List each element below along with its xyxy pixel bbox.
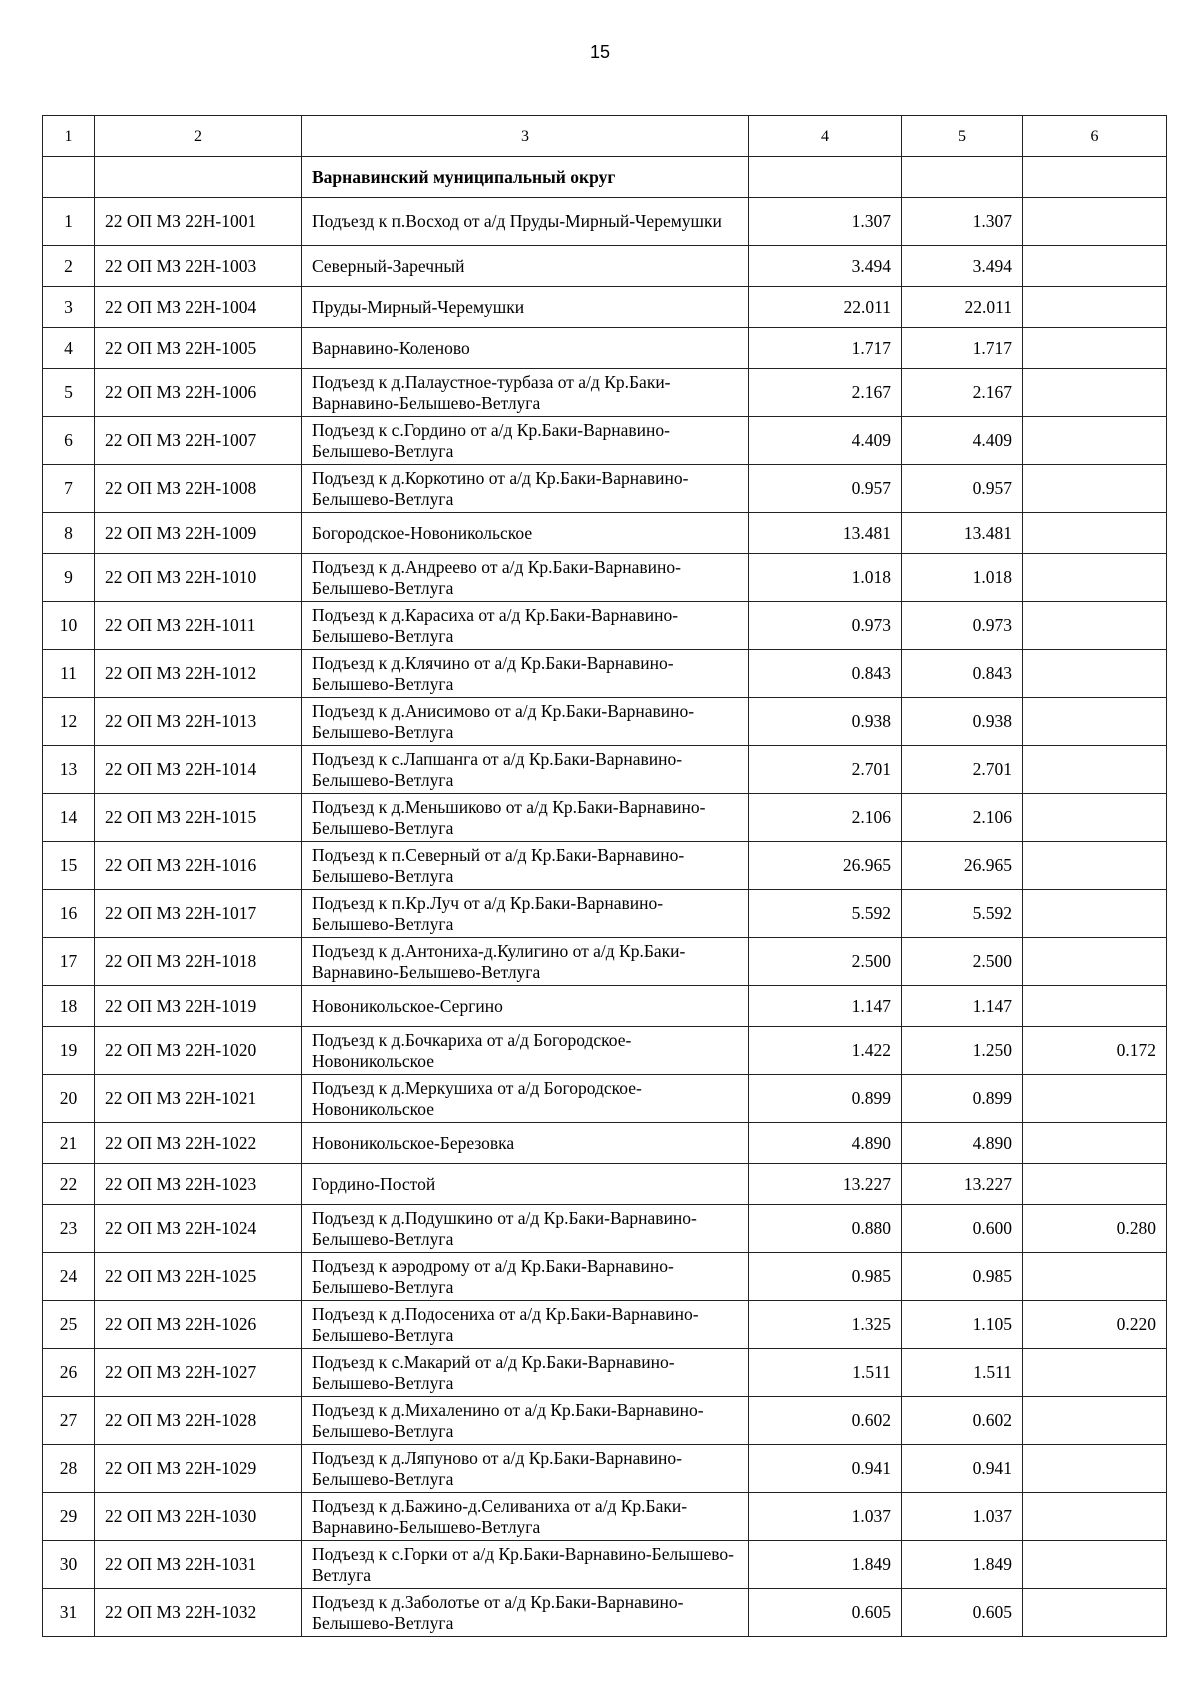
row-number: 11 bbox=[43, 650, 95, 698]
length-total: 2.167 bbox=[749, 369, 902, 417]
page-number: 15 bbox=[589, 42, 611, 62]
empty-cell bbox=[43, 157, 95, 198]
length-col6 bbox=[1023, 938, 1167, 986]
row-number: 5 bbox=[43, 369, 95, 417]
length-total: 1.018 bbox=[749, 554, 902, 602]
road-name: Подъезд к д.Антониха-д.Кулигино от а/д Кр.Баки-Варнавино-Белышево-Ветлуга bbox=[302, 938, 749, 986]
table-row bbox=[43, 986, 1167, 1027]
length-total: 0.843 bbox=[749, 650, 902, 698]
road-name: Северный-Заречный bbox=[302, 246, 749, 287]
length-col6 bbox=[1023, 1397, 1167, 1445]
length-col6 bbox=[1023, 890, 1167, 938]
length-total: 1.849 bbox=[749, 1541, 902, 1589]
roads-table bbox=[42, 115, 1167, 1637]
table-row bbox=[43, 602, 1167, 650]
length-total: 22.011 bbox=[749, 287, 902, 328]
row-number: 9 bbox=[43, 554, 95, 602]
road-code: 22 ОП МЗ 22Н-1018 bbox=[95, 938, 302, 986]
length-col5: 2.701 bbox=[902, 746, 1023, 794]
table-row bbox=[43, 1397, 1167, 1445]
length-col6 bbox=[1023, 465, 1167, 513]
column-number-row bbox=[43, 116, 1167, 157]
length-col5: 0.957 bbox=[902, 465, 1023, 513]
empty-cell bbox=[1023, 157, 1167, 198]
length-col6 bbox=[1023, 1349, 1167, 1397]
road-name: Пруды-Мирный-Черемушки bbox=[302, 287, 749, 328]
length-col5: 13.227 bbox=[902, 1164, 1023, 1205]
road-code: 22 ОП МЗ 22Н-1012 bbox=[95, 650, 302, 698]
length-total: 0.957 bbox=[749, 465, 902, 513]
table-row bbox=[43, 698, 1167, 746]
road-name: Подъезд к д.Заболотье от а/д Кр.Баки-Варнавино-Белышево-Ветлуга bbox=[302, 1589, 749, 1637]
length-col6 bbox=[1023, 698, 1167, 746]
length-total: 4.409 bbox=[749, 417, 902, 465]
road-code: 22 ОП МЗ 22Н-1017 bbox=[95, 890, 302, 938]
table-row bbox=[43, 1493, 1167, 1541]
road-code: 22 ОП МЗ 22Н-1009 bbox=[95, 513, 302, 554]
length-col6 bbox=[1023, 417, 1167, 465]
row-number: 31 bbox=[43, 1589, 95, 1637]
road-name: Подъезд к д.Бочкариха от а/д Богородское-Новоникольское bbox=[302, 1027, 749, 1075]
road-code: 22 ОП МЗ 22Н-1029 bbox=[95, 1445, 302, 1493]
table-row bbox=[43, 1541, 1167, 1589]
table-row bbox=[43, 465, 1167, 513]
road-name: Подъезд к д.Анисимово от а/д Кр.Баки-Варнавино-Белышево-Ветлуга bbox=[302, 698, 749, 746]
length-total: 4.890 bbox=[749, 1123, 902, 1164]
length-col6 bbox=[1023, 1541, 1167, 1589]
length-col6 bbox=[1023, 369, 1167, 417]
table-row bbox=[43, 328, 1167, 369]
road-name: Подъезд к д.Меньшиково от а/д Кр.Баки-Варнавино-Белышево-Ветлуга bbox=[302, 794, 749, 842]
row-number: 19 bbox=[43, 1027, 95, 1075]
row-number: 10 bbox=[43, 602, 95, 650]
road-name: Подъезд к с.Горки от а/д Кр.Баки-Варнавино-Белышево-Ветлуга bbox=[302, 1541, 749, 1589]
road-code: 22 ОП МЗ 22Н-1008 bbox=[95, 465, 302, 513]
length-col5: 3.494 bbox=[902, 246, 1023, 287]
length-col6 bbox=[1023, 513, 1167, 554]
row-number: 3 bbox=[43, 287, 95, 328]
road-name: Подъезд к д.Михаленино от а/д Кр.Баки-Варнавино-Белышево-Ветлуга bbox=[302, 1397, 749, 1445]
row-number: 6 bbox=[43, 417, 95, 465]
table-row bbox=[43, 513, 1167, 554]
length-col5: 1.037 bbox=[902, 1493, 1023, 1541]
length-col5: 0.899 bbox=[902, 1075, 1023, 1123]
length-col6 bbox=[1023, 986, 1167, 1027]
row-number: 16 bbox=[43, 890, 95, 938]
road-code: 22 ОП МЗ 22Н-1010 bbox=[95, 554, 302, 602]
length-col5: 0.605 bbox=[902, 1589, 1023, 1637]
length-col6 bbox=[1023, 287, 1167, 328]
road-name: Подъезд к д.Меркушиха от а/д Богородское-Новоникольское bbox=[302, 1075, 749, 1123]
section-row bbox=[43, 157, 1167, 198]
length-col6 bbox=[1023, 746, 1167, 794]
table-row bbox=[43, 1164, 1167, 1205]
row-number: 15 bbox=[43, 842, 95, 890]
length-col5: 26.965 bbox=[902, 842, 1023, 890]
table-row bbox=[43, 1301, 1167, 1349]
road-code: 22 ОП МЗ 22Н-1006 bbox=[95, 369, 302, 417]
length-col5: 2.167 bbox=[902, 369, 1023, 417]
road-code: 22 ОП МЗ 22Н-1020 bbox=[95, 1027, 302, 1075]
row-number: 24 bbox=[43, 1253, 95, 1301]
length-total: 1.147 bbox=[749, 986, 902, 1027]
row-number: 13 bbox=[43, 746, 95, 794]
road-code: 22 ОП МЗ 22Н-1005 bbox=[95, 328, 302, 369]
length-total: 26.965 bbox=[749, 842, 902, 890]
section-title: Варнавинский муниципальный округ bbox=[302, 157, 749, 198]
road-name: Подъезд к п.Кр.Луч от а/д Кр.Баки-Варнавино-Белышево-Ветлуга bbox=[302, 890, 749, 938]
table-row bbox=[43, 794, 1167, 842]
column-number: 4 bbox=[749, 116, 902, 157]
length-total: 0.941 bbox=[749, 1445, 902, 1493]
length-col6 bbox=[1023, 1493, 1167, 1541]
table-row bbox=[43, 650, 1167, 698]
column-number: 2 bbox=[95, 116, 302, 157]
length-col5: 1.250 bbox=[902, 1027, 1023, 1075]
length-total: 13.481 bbox=[749, 513, 902, 554]
length-col5: 0.941 bbox=[902, 1445, 1023, 1493]
road-name: Подъезд к д.Бажино-д.Селиваниха от а/д Кр.Баки-Варнавино-Белышево-Ветлуга bbox=[302, 1493, 749, 1541]
length-col6 bbox=[1023, 198, 1167, 246]
road-code: 22 ОП МЗ 22Н-1007 bbox=[95, 417, 302, 465]
table-row bbox=[43, 890, 1167, 938]
length-col5: 1.147 bbox=[902, 986, 1023, 1027]
row-number: 4 bbox=[43, 328, 95, 369]
length-col5: 22.011 bbox=[902, 287, 1023, 328]
road-code: 22 ОП МЗ 22Н-1028 bbox=[95, 1397, 302, 1445]
table-row bbox=[43, 198, 1167, 246]
row-number: 8 bbox=[43, 513, 95, 554]
table-row bbox=[43, 417, 1167, 465]
length-col6 bbox=[1023, 602, 1167, 650]
length-col5: 1.717 bbox=[902, 328, 1023, 369]
column-number: 3 bbox=[302, 116, 749, 157]
length-col6 bbox=[1023, 246, 1167, 287]
length-total: 0.985 bbox=[749, 1253, 902, 1301]
length-total: 2.500 bbox=[749, 938, 902, 986]
road-name: Подъезд к д.Андреево от а/д Кр.Баки-Варнавино-Белышево-Ветлуга bbox=[302, 554, 749, 602]
road-code: 22 ОП МЗ 22Н-1003 bbox=[95, 246, 302, 287]
length-col6 bbox=[1023, 1253, 1167, 1301]
length-total: 2.106 bbox=[749, 794, 902, 842]
length-total: 3.494 bbox=[749, 246, 902, 287]
length-col5: 1.849 bbox=[902, 1541, 1023, 1589]
road-name: Подъезд к д.Коркотино от а/д Кр.Баки-Варнавино-Белышево-Ветлуга bbox=[302, 465, 749, 513]
row-number: 26 bbox=[43, 1349, 95, 1397]
length-total: 0.602 bbox=[749, 1397, 902, 1445]
road-name: Подъезд к с.Макарий от а/д Кр.Баки-Варнавино-Белышево-Ветлуга bbox=[302, 1349, 749, 1397]
length-total: 0.899 bbox=[749, 1075, 902, 1123]
table-row bbox=[43, 842, 1167, 890]
table-row bbox=[43, 1589, 1167, 1637]
length-col5: 4.890 bbox=[902, 1123, 1023, 1164]
length-col6 bbox=[1023, 1075, 1167, 1123]
length-col5: 2.500 bbox=[902, 938, 1023, 986]
row-number: 18 bbox=[43, 986, 95, 1027]
road-name: Подъезд к аэродрому от а/д Кр.Баки-Варнавино-Белышево-Ветлуга bbox=[302, 1253, 749, 1301]
column-number: 1 bbox=[43, 116, 95, 157]
length-total: 1.037 bbox=[749, 1493, 902, 1541]
road-name: Подъезд к д.Ляпуново от а/д Кр.Баки-Варнавино-Белышево-Ветлуга bbox=[302, 1445, 749, 1493]
length-col5: 1.307 bbox=[902, 198, 1023, 246]
length-total: 13.227 bbox=[749, 1164, 902, 1205]
road-code: 22 ОП МЗ 22Н-1026 bbox=[95, 1301, 302, 1349]
length-total: 0.973 bbox=[749, 602, 902, 650]
road-code: 22 ОП МЗ 22Н-1030 bbox=[95, 1493, 302, 1541]
road-code: 22 ОП МЗ 22Н-1023 bbox=[95, 1164, 302, 1205]
length-col6 bbox=[1023, 328, 1167, 369]
table-row bbox=[43, 287, 1167, 328]
length-col5: 0.602 bbox=[902, 1397, 1023, 1445]
road-code: 22 ОП МЗ 22Н-1013 bbox=[95, 698, 302, 746]
length-total: 1.511 bbox=[749, 1349, 902, 1397]
length-total: 1.307 bbox=[749, 198, 902, 246]
table-row bbox=[43, 246, 1167, 287]
length-total: 1.422 bbox=[749, 1027, 902, 1075]
road-code: 22 ОП МЗ 22Н-1032 bbox=[95, 1589, 302, 1637]
row-number: 21 bbox=[43, 1123, 95, 1164]
length-total: 0.880 bbox=[749, 1205, 902, 1253]
road-code: 22 ОП МЗ 22Н-1004 bbox=[95, 287, 302, 328]
road-code: 22 ОП МЗ 22Н-1025 bbox=[95, 1253, 302, 1301]
length-col6 bbox=[1023, 842, 1167, 890]
row-number: 7 bbox=[43, 465, 95, 513]
length-col6: 0.220 bbox=[1023, 1301, 1167, 1349]
road-code: 22 ОП МЗ 22Н-1015 bbox=[95, 794, 302, 842]
length-col5: 1.018 bbox=[902, 554, 1023, 602]
road-name: Подъезд к д.Палаустное-турбаза от а/д Кр.Баки-Варнавино-Белышево-Ветлуга bbox=[302, 369, 749, 417]
table-row bbox=[43, 1349, 1167, 1397]
length-col6: 0.172 bbox=[1023, 1027, 1167, 1075]
length-col6 bbox=[1023, 794, 1167, 842]
table-row bbox=[43, 369, 1167, 417]
road-code: 22 ОП МЗ 22Н-1001 bbox=[95, 198, 302, 246]
row-number: 12 bbox=[43, 698, 95, 746]
road-name: Варнавино-Коленово bbox=[302, 328, 749, 369]
road-code: 22 ОП МЗ 22Н-1011 bbox=[95, 602, 302, 650]
road-name: Подъезд к с.Гордино от а/д Кр.Баки-Варнавино-Белышево-Ветлуга bbox=[302, 417, 749, 465]
table-row bbox=[43, 1075, 1167, 1123]
road-name: Подъезд к с.Лапшанга от а/д Кр.Баки-Варнавино-Белышево-Ветлуга bbox=[302, 746, 749, 794]
road-code: 22 ОП МЗ 22Н-1031 bbox=[95, 1541, 302, 1589]
row-number: 28 bbox=[43, 1445, 95, 1493]
length-col6 bbox=[1023, 1123, 1167, 1164]
road-code: 22 ОП МЗ 22Н-1021 bbox=[95, 1075, 302, 1123]
length-total: 0.605 bbox=[749, 1589, 902, 1637]
road-code: 22 ОП МЗ 22Н-1016 bbox=[95, 842, 302, 890]
road-code: 22 ОП МЗ 22Н-1014 bbox=[95, 746, 302, 794]
length-col5: 1.105 bbox=[902, 1301, 1023, 1349]
length-col6 bbox=[1023, 554, 1167, 602]
table-row bbox=[43, 1123, 1167, 1164]
length-col5: 2.106 bbox=[902, 794, 1023, 842]
row-number: 22 bbox=[43, 1164, 95, 1205]
row-number: 23 bbox=[43, 1205, 95, 1253]
length-col5: 0.973 bbox=[902, 602, 1023, 650]
row-number: 20 bbox=[43, 1075, 95, 1123]
table-row bbox=[43, 1253, 1167, 1301]
road-code: 22 ОП МЗ 22Н-1027 bbox=[95, 1349, 302, 1397]
length-col5: 13.481 bbox=[902, 513, 1023, 554]
row-number: 1 bbox=[43, 198, 95, 246]
length-col5: 1.511 bbox=[902, 1349, 1023, 1397]
row-number: 29 bbox=[43, 1493, 95, 1541]
table-row bbox=[43, 746, 1167, 794]
row-number: 27 bbox=[43, 1397, 95, 1445]
road-code: 22 ОП МЗ 22Н-1024 bbox=[95, 1205, 302, 1253]
length-col6 bbox=[1023, 650, 1167, 698]
road-name: Подъезд к п.Северный от а/д Кр.Баки-Варнавино-Белышево-Ветлуга bbox=[302, 842, 749, 890]
length-total: 1.717 bbox=[749, 328, 902, 369]
road-name: Богородское-Новоникольское bbox=[302, 513, 749, 554]
length-col6: 0.280 bbox=[1023, 1205, 1167, 1253]
table-row bbox=[43, 1027, 1167, 1075]
road-code: 22 ОП МЗ 22Н-1022 bbox=[95, 1123, 302, 1164]
length-col6 bbox=[1023, 1164, 1167, 1205]
length-total: 2.701 bbox=[749, 746, 902, 794]
table-row bbox=[43, 938, 1167, 986]
column-number: 6 bbox=[1023, 116, 1167, 157]
empty-cell bbox=[749, 157, 902, 198]
road-name: Гордино-Постой bbox=[302, 1164, 749, 1205]
road-name: Новоникольское-Березовка bbox=[302, 1123, 749, 1164]
length-col6 bbox=[1023, 1445, 1167, 1493]
row-number: 17 bbox=[43, 938, 95, 986]
length-total: 0.938 bbox=[749, 698, 902, 746]
length-col6 bbox=[1023, 1589, 1167, 1637]
road-name: Подъезд к п.Восход от а/д Пруды-Мирный-Черемушки bbox=[302, 198, 749, 246]
row-number: 2 bbox=[43, 246, 95, 287]
length-col5: 4.409 bbox=[902, 417, 1023, 465]
empty-cell bbox=[902, 157, 1023, 198]
road-code: 22 ОП МЗ 22Н-1019 bbox=[95, 986, 302, 1027]
length-col5: 0.938 bbox=[902, 698, 1023, 746]
row-number: 25 bbox=[43, 1301, 95, 1349]
length-total: 1.325 bbox=[749, 1301, 902, 1349]
length-col5: 5.592 bbox=[902, 890, 1023, 938]
row-number: 30 bbox=[43, 1541, 95, 1589]
length-total: 5.592 bbox=[749, 890, 902, 938]
road-name: Подъезд к д.Карасиха от а/д Кр.Баки-Варнавино-Белышево-Ветлуга bbox=[302, 602, 749, 650]
length-col5: 0.985 bbox=[902, 1253, 1023, 1301]
length-col5: 0.843 bbox=[902, 650, 1023, 698]
table-row bbox=[43, 1205, 1167, 1253]
table-row bbox=[43, 1445, 1167, 1493]
road-name: Подъезд к д.Подосениха от а/д Кр.Баки-Варнавино-Белышево-Ветлуга bbox=[302, 1301, 749, 1349]
road-name: Новоникольское-Сергино bbox=[302, 986, 749, 1027]
table-row bbox=[43, 554, 1167, 602]
road-name: Подъезд к д.Подушкино от а/д Кр.Баки-Варнавино-Белышево-Ветлуга bbox=[302, 1205, 749, 1253]
road-name: Подъезд к д.Клячино от а/д Кр.Баки-Варнавино-Белышево-Ветлуга bbox=[302, 650, 749, 698]
empty-cell bbox=[95, 157, 302, 198]
length-col5: 0.600 bbox=[902, 1205, 1023, 1253]
row-number: 14 bbox=[43, 794, 95, 842]
column-number: 5 bbox=[902, 116, 1023, 157]
